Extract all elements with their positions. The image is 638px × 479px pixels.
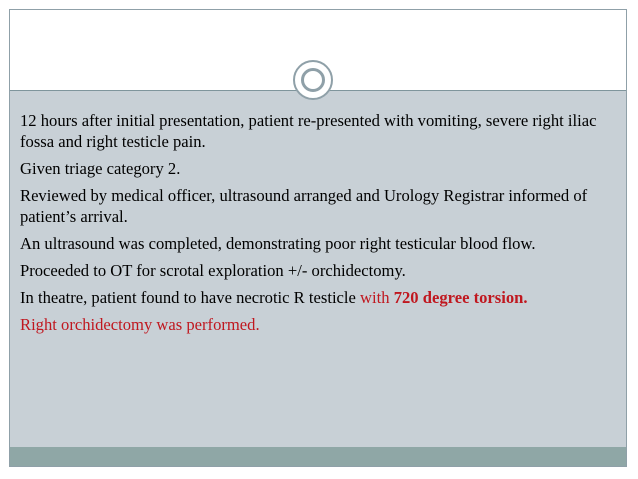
paragraph-theatre — [20, 287, 610, 308]
circle-ornament-icon — [293, 60, 333, 100]
paragraph-ultrasound: An ultrasound was completed, demonstrating poor right testicular blood flow. — [20, 234, 536, 253]
paragraph-presentation: 12 hours after initial presentation, patient re-presented with vomiting, severe right iliac fossa and right testicle pain. — [20, 111, 597, 151]
paragraph-orchidectomy: Right orchidectomy was performed. — [20, 315, 260, 334]
paragraph-ot: Proceeded to OT for scrotal exploration +/- orchidectomy. — [20, 261, 406, 280]
theatre-text: In theatre, patient found to have necrotic R testicle — [20, 288, 361, 307]
torsion-text: 720 degree torsion. — [393, 288, 528, 307]
footer-band — [10, 447, 626, 466]
paragraph-review: Reviewed by medical officer, ultrasound arranged and Urology Registrar informed of patient’s arrival. — [20, 186, 588, 226]
theatre-with-text: with — [360, 288, 394, 307]
circle-ornament-inner — [301, 68, 325, 92]
paragraph-triage: Given triage category 2. — [20, 159, 181, 178]
body-text — [20, 110, 610, 341]
